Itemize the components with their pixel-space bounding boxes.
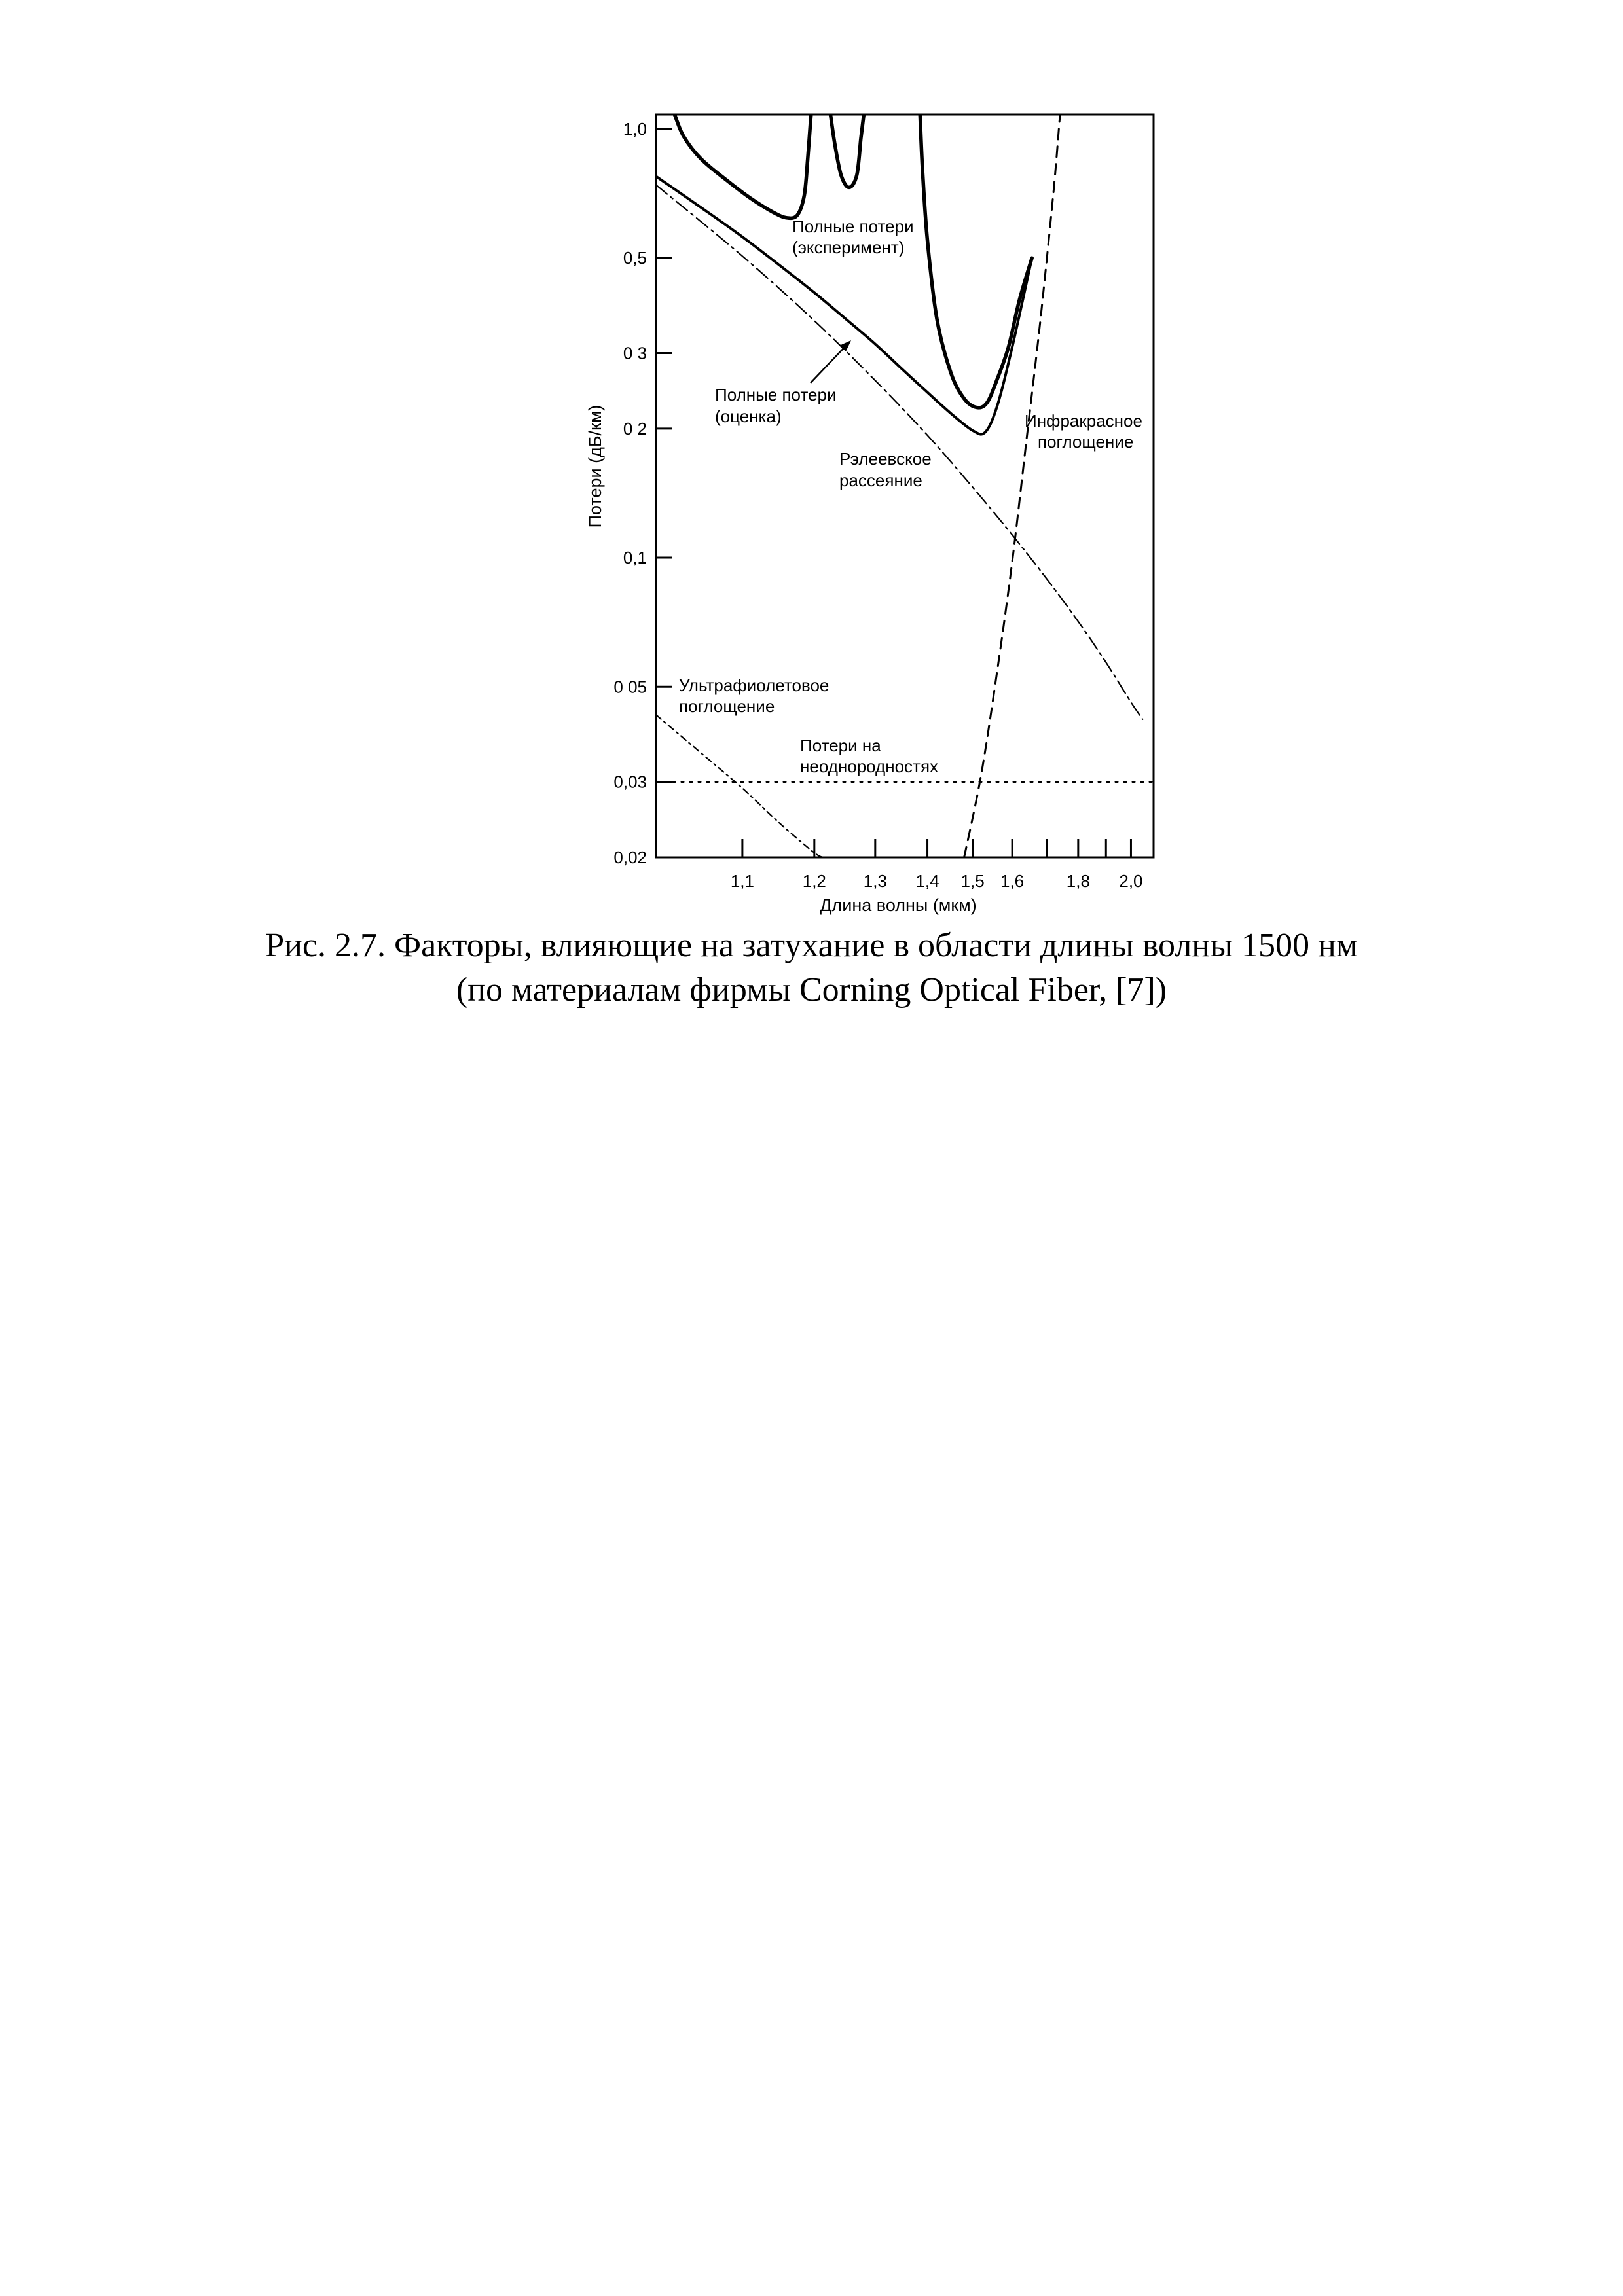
annotation-ultraviolet: поглощение [679, 696, 775, 716]
x-tick-label: 1,2 [802, 871, 826, 891]
annotation-total-measured: (эксперимент) [792, 238, 905, 257]
y-tick-label: 1,0 [623, 118, 647, 139]
annotation-total-measured: Полные потери [792, 217, 914, 236]
y-tick-label: 0 3 [623, 343, 647, 363]
annotation-pointer [811, 340, 851, 383]
x-axis-label: Длина волны (мкм) [820, 895, 977, 915]
y-tick-label: 0 2 [623, 418, 647, 439]
x-tick-label: 1,6 [1000, 871, 1025, 891]
series-ultraviolet [656, 715, 824, 857]
y-tick-label: 0,1 [623, 548, 647, 568]
y-tick-label: 0,02 [613, 848, 647, 867]
series-infrared [964, 115, 1061, 857]
annotation-inhomogeneity: неоднородностях [800, 757, 939, 776]
annotation-inhomogeneity: Потери на [800, 736, 881, 755]
x-tick-label: 1,5 [960, 871, 985, 891]
y-tick-label: 0,03 [613, 772, 647, 792]
series-total-estimated [656, 176, 1032, 434]
x-tick-label: 1,3 [863, 871, 887, 891]
x-tick-label: 2,0 [1119, 871, 1143, 891]
x-tick-label: 1,1 [730, 871, 754, 891]
annotation-rayleigh: рассеяние [839, 471, 922, 490]
y-tick-label: 0,5 [623, 248, 647, 268]
x-tick-label: 1,4 [915, 871, 939, 891]
series-total-measured-oh1 [831, 115, 864, 187]
annotation-infrared: Инфракрасное [1025, 411, 1142, 431]
annotation-infrared: поглощение [1038, 432, 1134, 452]
annotation-total-estimated: (оценка) [715, 406, 782, 426]
series-total-measured-oh2 [920, 115, 1032, 408]
chart-annotations [679, 217, 1142, 776]
annotation-rayleigh: Рэлеевское [839, 449, 932, 469]
figure-caption-line-1: Рис. 2.7. Факторы, влияющие на затухание в области длины волны 1500 нм [265, 927, 1358, 964]
x-tick-label: 1,8 [1066, 871, 1090, 891]
annotation-ultraviolet: Ультрафиолетовое [679, 675, 830, 695]
figure-caption-line-2: (по материалам фирмы Corning Optical Fiber, [7]) [456, 971, 1167, 1009]
annotation-total-estimated: Полные потери [715, 385, 837, 404]
y-tick-label: 0 05 [613, 677, 647, 697]
y-axis-label: Потери (дБ/км) [585, 404, 605, 528]
